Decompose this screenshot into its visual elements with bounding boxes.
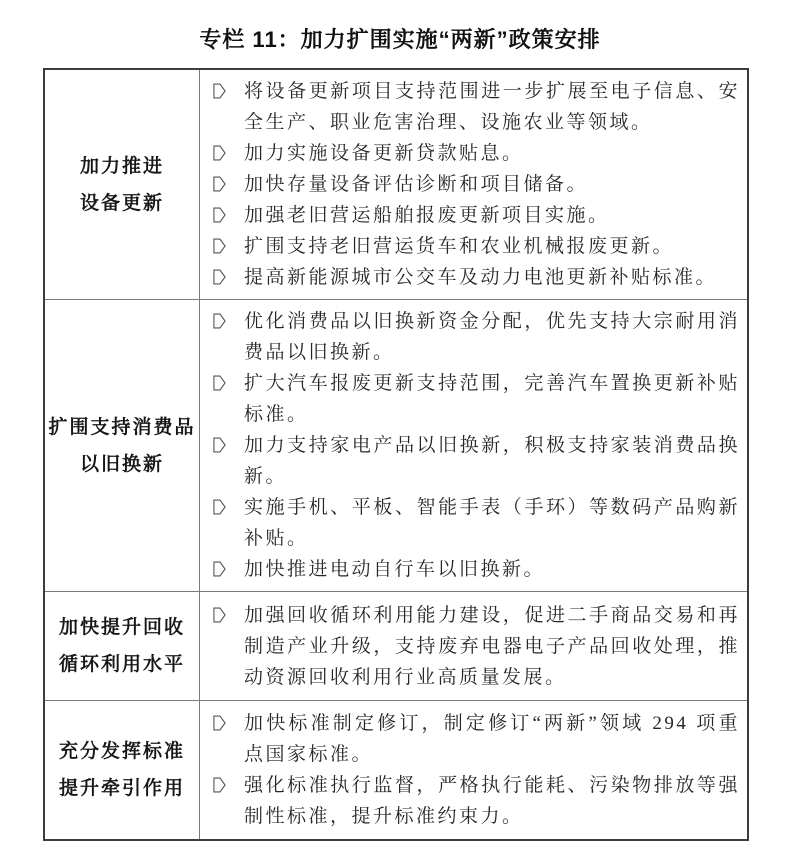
bullet-text: 将设备更新项目支持范围进一步扩展至电子信息、安全生产、职业危害治理、设施农业等领域。	[244, 81, 740, 133]
row-label-line: 设备更新	[79, 192, 164, 214]
pentagon-bullet-icon	[213, 561, 226, 577]
row-label-recycling	[45, 592, 200, 700]
bullet-text: 加力实施设备更新贷款贴息。	[244, 143, 524, 164]
bullet-item	[213, 554, 740, 585]
table-row-consumer-trade-in	[45, 299, 747, 591]
bullet-text: 加力支持家电产品以旧换新，积极支持家装消费品换新。	[244, 435, 740, 487]
bullet-item	[213, 169, 740, 200]
bullet-item	[213, 138, 740, 169]
row-label-line: 加快提升回收	[58, 617, 185, 638]
row-label-line: 加力推进	[79, 155, 164, 177]
pentagon-bullet-icon	[213, 715, 226, 731]
pentagon-bullet-icon	[213, 313, 226, 329]
bullet-item	[213, 492, 740, 554]
bullet-text: 强化标准执行监督，严格执行能耗、污染物排放等强制性标准，提升标准约束力。	[244, 775, 740, 827]
table-row-equipment-renewal	[45, 70, 747, 299]
row-label-line: 充分发挥标准	[58, 741, 185, 762]
row-label-line: 扩围支持消费品	[48, 416, 196, 438]
bullet-item	[213, 262, 740, 293]
table-row-standards	[45, 700, 747, 839]
bullet-text: 加快标准制定修订，制定修订“两新”领域 294 项重点国家标准。	[244, 713, 740, 765]
bullet-text: 优化消费品以旧换新资金分配，优先支持大宗耐用消费品以旧换新。	[244, 311, 740, 363]
pentagon-bullet-icon	[213, 238, 226, 254]
bullet-item	[213, 76, 740, 138]
pentagon-bullet-icon	[213, 269, 226, 285]
bullet-text: 实施手机、平板、智能手表（手环）等数码产品购新补贴。	[244, 497, 740, 549]
bullet-text: 扩围支持老旧营运货车和农业机械报废更新。	[244, 236, 675, 257]
row-label-line: 循环利用水平	[58, 654, 185, 675]
bullet-text: 提高新能源城市公交车及动力电池更新补贴标准。	[244, 267, 718, 288]
policy-table	[43, 68, 749, 841]
bullet-item	[213, 306, 740, 368]
pentagon-bullet-icon	[213, 207, 226, 223]
bullet-item	[213, 231, 740, 262]
pentagon-bullet-icon	[213, 777, 226, 793]
bullet-item	[213, 600, 740, 693]
row-content-equipment-renewal	[200, 70, 750, 299]
bullet-item	[213, 430, 740, 492]
bullet-item	[213, 200, 740, 231]
document-page	[0, 25, 800, 827]
bullet-item	[213, 368, 740, 430]
pentagon-bullet-icon	[213, 607, 226, 623]
row-label-standards	[45, 701, 200, 839]
table-row-recycling	[45, 591, 747, 700]
row-content-consumer-trade-in	[200, 300, 750, 591]
pentagon-bullet-icon	[213, 176, 226, 192]
bullet-text: 扩大汽车报废更新支持范围，完善汽车置换更新补贴标准。	[244, 373, 740, 425]
bullet-text: 加强回收循环利用能力建设，促进二手商品交易和再制造产业升级，支持废弃电器电子产品回收处理，推动资源回收利用行业高质量发展。	[244, 604, 740, 688]
pentagon-bullet-icon	[213, 83, 226, 99]
bullet-text: 加快存量设备评估诊断和项目储备。	[244, 174, 589, 195]
pentagon-bullet-icon	[213, 437, 226, 453]
page-title: 专栏 11：加力扩围实施“两新”政策安排	[199, 27, 601, 52]
row-content-recycling	[200, 592, 750, 700]
row-label-equipment-renewal	[45, 70, 200, 299]
row-content-standards	[200, 701, 750, 839]
row-label-consumer-trade-in	[45, 300, 200, 591]
bullet-text: 加强老旧营运船舶报废更新项目实施。	[244, 205, 610, 226]
bullet-text: 加快推进电动自行车以旧换新。	[244, 559, 546, 580]
row-label-line: 以旧换新	[79, 453, 164, 475]
bullet-item	[213, 708, 740, 770]
pentagon-bullet-icon	[213, 499, 226, 515]
row-label-line: 提升牵引作用	[58, 778, 185, 799]
pentagon-bullet-icon	[213, 145, 226, 161]
pentagon-bullet-icon	[213, 375, 226, 391]
